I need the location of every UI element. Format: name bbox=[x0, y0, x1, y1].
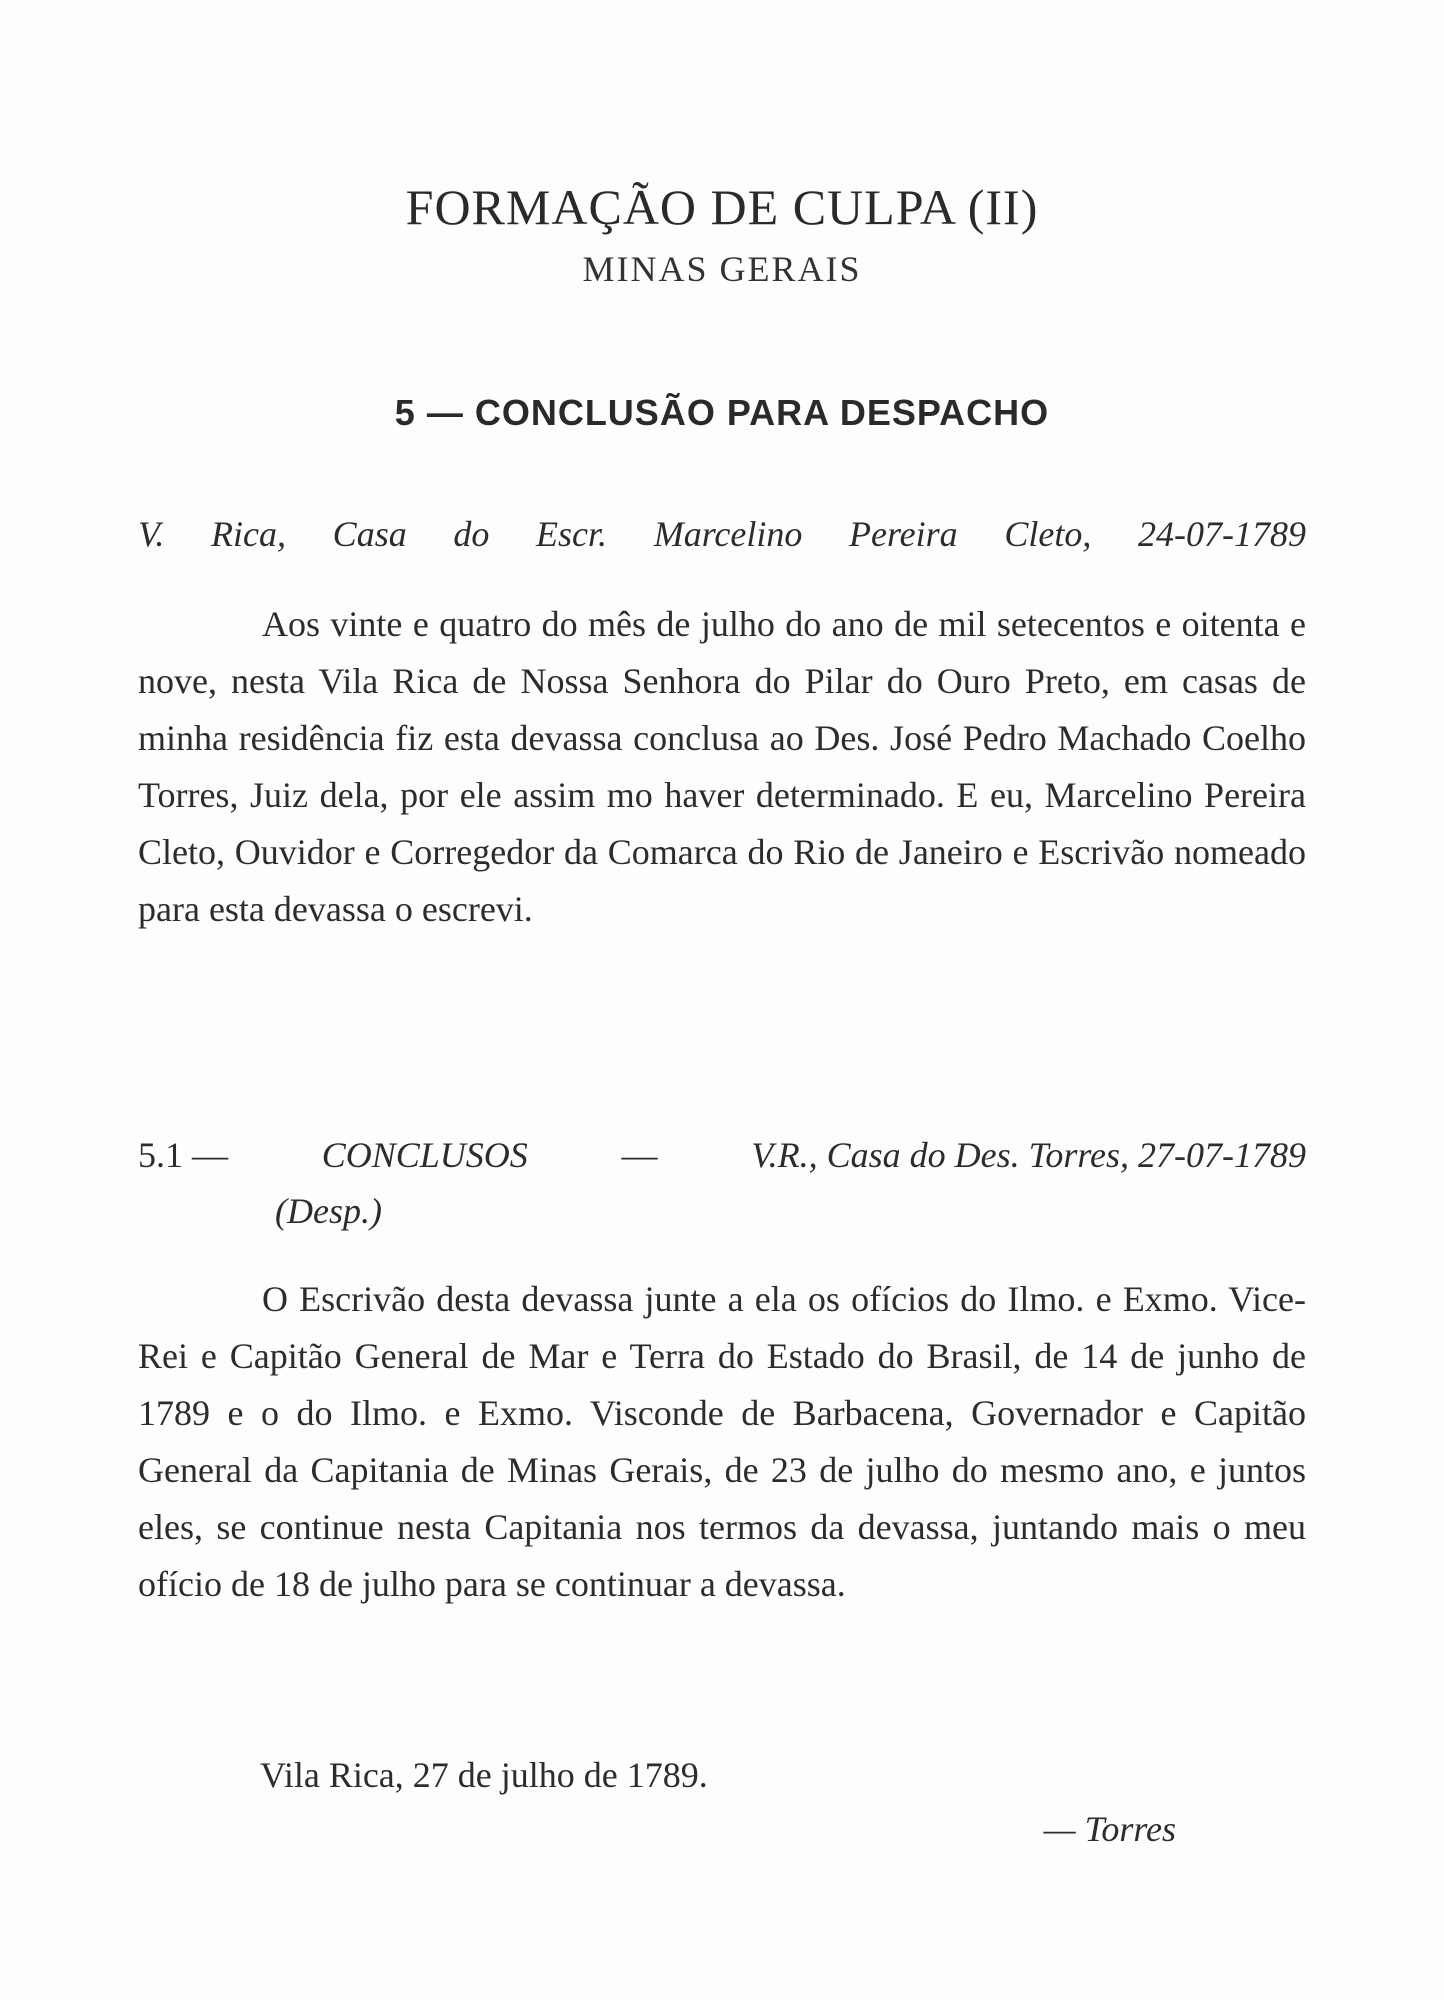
subsection-title-b: V.R., Casa do Des. Torres, 27-07-1789 bbox=[751, 1135, 1306, 1175]
closing-date: Vila Rica, 27 de julho de 1789. bbox=[260, 1755, 708, 1795]
subsection-heading bbox=[138, 1127, 1306, 1239]
subsection-body-paragraph: O Escrivão desta devassa junte a ela os ofícios do Ilmo. e Exmo. Vice-Rei e Capitão General de Mar e Terra do Estado do Brasil, de 14 de junho de 1789 e o do Ilmo. e Exmo. Visconde de Barbacena, Governador e Capitão General da Capitania de Minas Gerais, de 23 de julho do mesmo ano, e juntos eles, se continue nesta Capitania nos termos da devassa, juntando mais o meu ofício de 18 de julho para se continuar a devassa. bbox=[138, 1279, 1306, 1604]
subsection-dash: — bbox=[621, 1135, 658, 1175]
signature: — Torres bbox=[1043, 1809, 1176, 1849]
document-subtitle: MINAS GERAIS bbox=[582, 249, 862, 289]
section-place-date: V. Rica, Casa do Escr. Marcelino Pereira Cleto, 24-07-1789 bbox=[138, 514, 1306, 554]
subsection-title-c: (Desp.) bbox=[275, 1191, 382, 1231]
document-title: FORMAÇÃO DE CULPA (II) bbox=[405, 179, 1039, 235]
section-heading: 5 — CONCLUSÃO PARA DESPACHO bbox=[394, 392, 1050, 433]
section-body-paragraph: Aos vinte e quatro do mês de julho do ano de mil setecentos e oitenta e nove, nesta Vila Rica de Nossa Senhora do Pilar do Ouro Preto, em casas de minha residência fiz esta devassa conclusa ao Des. José Pedro Machado Coelho Torres, Juiz dela, por ele assim mo haver determinado. E eu, Marcelino Pereira Cleto, Ouvidor e Corregedor da Comarca do Rio de Janeiro e Escrivão nomeado para esta devassa o escrevi. bbox=[138, 604, 1306, 929]
subsection-title-a: CONCLUSOS bbox=[321, 1135, 528, 1175]
subsection-number: 5.1 — bbox=[138, 1135, 228, 1175]
